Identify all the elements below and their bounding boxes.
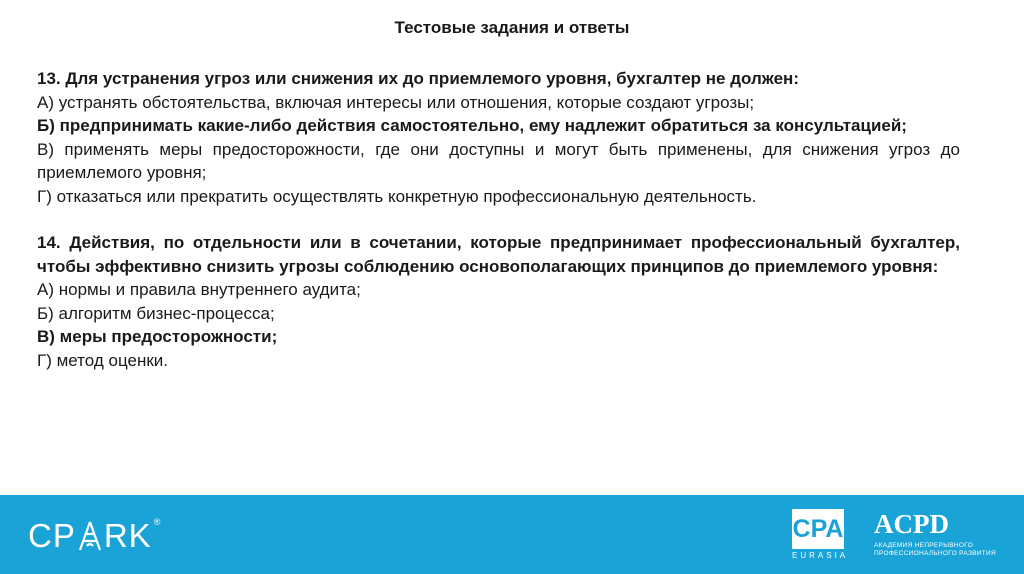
- q14-option-c: В) меры предосторожности;: [37, 327, 278, 346]
- acpd-logo-text: ACPD: [874, 509, 949, 539]
- q14-option-b: Б) алгоритм бизнес-процесса;: [37, 303, 275, 323]
- questions-body: [37, 67, 960, 372]
- q13-option-c: В) применять меры предосторожности, где они доступны и могут быть применены, для снижения угроз до приемлемого уровня;: [37, 139, 960, 182]
- acpd-logo: [874, 509, 1004, 558]
- cpa-logo-text: CPA: [792, 509, 844, 549]
- q13-option-b: Б) предпринимать какие-либо действия самостоятельно, ему надлежит обратиться за консультацией;: [37, 116, 907, 135]
- question-14: 14. Действия, по отдельности или в сочетании, которые предпринимает профессиональный бухгалтер, чтобы эффективно снизить угрозы соблюдению основополагающих принципов до приемлемого уровня:: [37, 233, 960, 276]
- acpd-logo-subtext: АКАДЕМИЯ НЕПРЕРЫВНОГО ПРОФЕССИОНАЛЬНОГО РАЗВИТИЯ: [874, 542, 997, 557]
- q13-option-a: А) устранять обстоятельства, включая интересы или отношения, которые создают угрозы;: [37, 92, 755, 112]
- page-title: Тестовые задания и ответы: [394, 18, 630, 37]
- cpark-logo: CP RK ®: [28, 517, 162, 554]
- cpa-eurasia-logo: [792, 509, 850, 567]
- q13-option-d: Г) отказаться или прекратить осуществлять конкретную профессиональную деятельность.: [37, 186, 757, 206]
- footer-bar: [0, 495, 1024, 574]
- q14-option-d: Г) метод оценки.: [37, 350, 168, 370]
- q14-option-a: А) нормы и правила внутреннего аудита;: [37, 280, 361, 299]
- eiffel-a-icon: [77, 521, 103, 551]
- question-13: 13. Для устранения угроз или снижения их до приемлемого уровня, бухгалтер не должен:: [37, 69, 799, 88]
- cpa-logo-subtext: EURASIA: [792, 551, 849, 560]
